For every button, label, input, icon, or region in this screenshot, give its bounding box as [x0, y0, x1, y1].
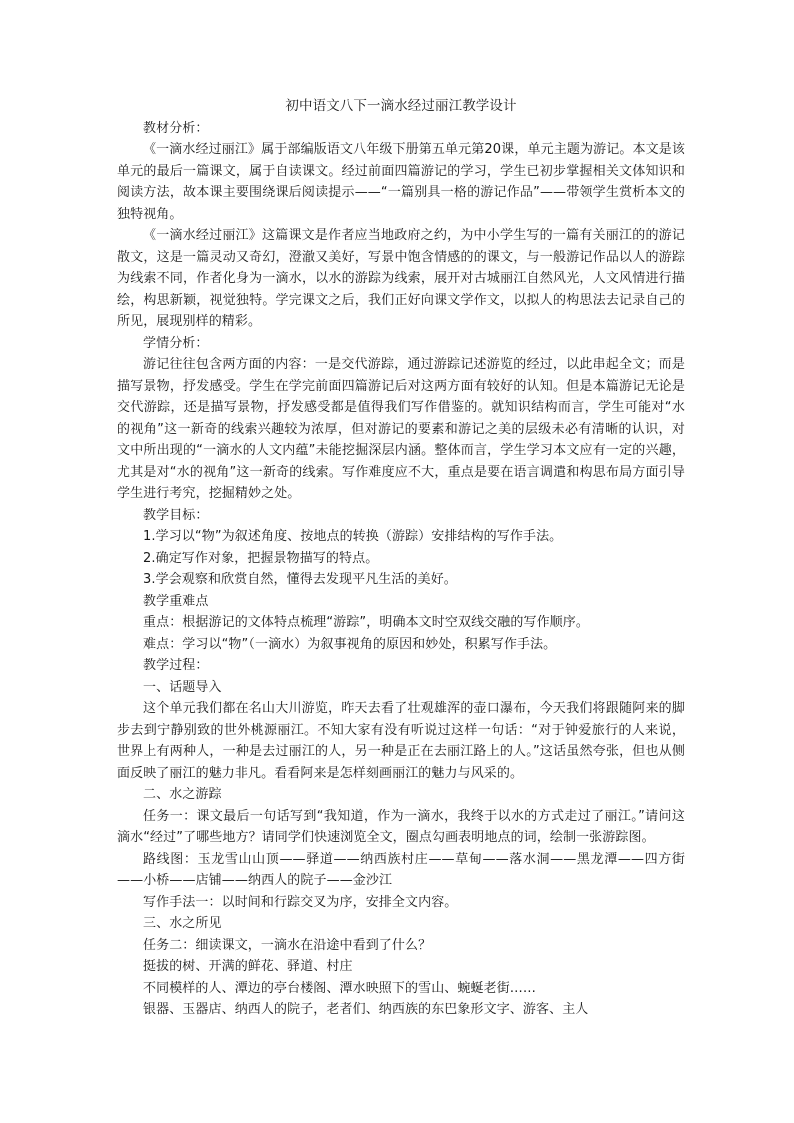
goal-item: 1.学习以“物”为叙述角度、按地点的转换（游踪）安排结构的写作手法。: [143, 529, 563, 544]
difficult-point: 难点：学习以“物”（一滴水）为叙事视角的原因和妙处，积累写作手法。: [143, 636, 557, 652]
section-heading-teaching-process: 教学过程：: [143, 658, 209, 673]
list-line: 挺拔的树、开满的鲜花、驿道、村庄: [143, 959, 353, 974]
section-heading-key-points: 教学重难点: [143, 593, 209, 609]
section-heading-student-analysis: 学情分析：: [143, 335, 209, 351]
task-line: 任务二：细读课文，一滴水在沿途中看到了什么？: [143, 937, 432, 953]
subsection-heading: 三、水之所见: [143, 916, 222, 931]
section-heading-textbook-analysis: 教材分析：: [143, 120, 209, 136]
subsection-heading: 二、水之游踪: [143, 787, 222, 802]
writing-technique: 写作手法一：以时间和行踪交叉为序，安排全文内容。: [143, 894, 458, 910]
paragraph: 游记往往包含两方面的内容：一是交代游踪，通过游踪记述游览的经过，以此串起全文；而是描写景物，抒发感受。学生在学完前面四篇游记后对这两方面有较好的认知。但是本篇游记无论是交代游踪，还是描写景物，抒发感受都是值得我们写作借鉴的。就知识结构而言，学生可能对“水的视角”这一新奇的线索兴趣较为浓厚，但对游记的要素和游记之美的层级未必有清晰的认识，对文中所出现的“一滴水的人文内蕴”未能挖掘深层内涵。整体而言，学生学习本文应有一定的兴趣，尤其是对“水的视角”这一新奇的线索。写作难度应不大，重点是要在语言调遣和构思布局方面引导学生进行考究，挖掘精妙之处。: [117, 357, 685, 501]
document-title: 初中语文八下一滴水经过丽江教学设计: [285, 98, 517, 114]
goal-item: 2.确定写作对象，把握景物描写的特点。: [143, 550, 379, 566]
section-heading-teaching-goals: 教学目标：: [143, 507, 209, 523]
paragraph: 《一滴水经过丽江》属于部编版语文八年级下册第五单元第20课，单元主题为游记。本文是该单元的最后一篇课文，属于自读课文。经过前面四篇游记的学习，学生已初步掌握相关文体知识和阅读方法，故本课主要围绕课后阅读提示——“一篇别具一格的游记作品”——带领学生赏析本文的独特视角。: [117, 142, 685, 222]
goal-item: 3.学会观察和欣赏自然，懂得去发现平凡生活的美好。: [143, 572, 457, 587]
document-page: [117, 96, 685, 1021]
paragraph: 这个单元我们都在名山大川游览，昨天去看了壮观雄浑的壶口瀑布，今天我们将跟随阿来的脚步去到宁静别致的世外桃源丽江。不知大家有没有听说过这样一句话：“对于钟爱旅行的人来说，世界上有两种人，一种是去过丽江的人，另一种是正在去丽江路上的人。”这话虽然夸张，但也从侧面反映了丽江的魅力非凡。看看阿来是怎样刻画丽江的魅力与风采的。: [117, 701, 685, 781]
list-line: 银器、玉器店、纳西人的院子，老者们、纳西族的东巴象形文字、游客、主人: [143, 1002, 589, 1017]
route-paragraph: 路线图：玉龙雪山山顶——驿道——纳西族村庄——草甸——落水洞——黑龙潭——四方街——小桥——店铺——纳西人的院子——金沙江: [117, 851, 685, 888]
key-point: 重点：根据游记的文体特点梳理“游踪”，明确本文时空双线交融的写作顺序。: [143, 615, 589, 630]
paragraph: 《一滴水经过丽江》这篇课文是作者应当地政府之约，为中小学生写的一篇有关丽江的的游记散文，这是一篇灵动又奇幻，澄澈又美好，写景中饱含情感的的课文，与一般游记作品以人的游踪为线索不同，作者化身为一滴水，以水的游踪为线索，展开对古城丽江自然风光，人文风情进行描绘，构思新颖，视觉独特。学完课文之后，我们正好向课文学作文，以拟人的构思法去记录自己的所见，展现别样的精彩。: [117, 228, 685, 329]
subsection-heading: 一、话题导入: [143, 679, 222, 695]
list-line: 不同模样的人、潭边的亭台楼阁、潭水映照下的雪山、蜿蜒老街……: [143, 980, 537, 996]
paragraph: 任务一：课文最后一句话写到“我知道，作为一滴水，我终于以水的方式走过了丽江。”请问这滴水“经过”了哪些地方？请同学们快速浏览全文，圈点勾画表明地点的词，绘制一张游踪图。: [117, 808, 685, 845]
